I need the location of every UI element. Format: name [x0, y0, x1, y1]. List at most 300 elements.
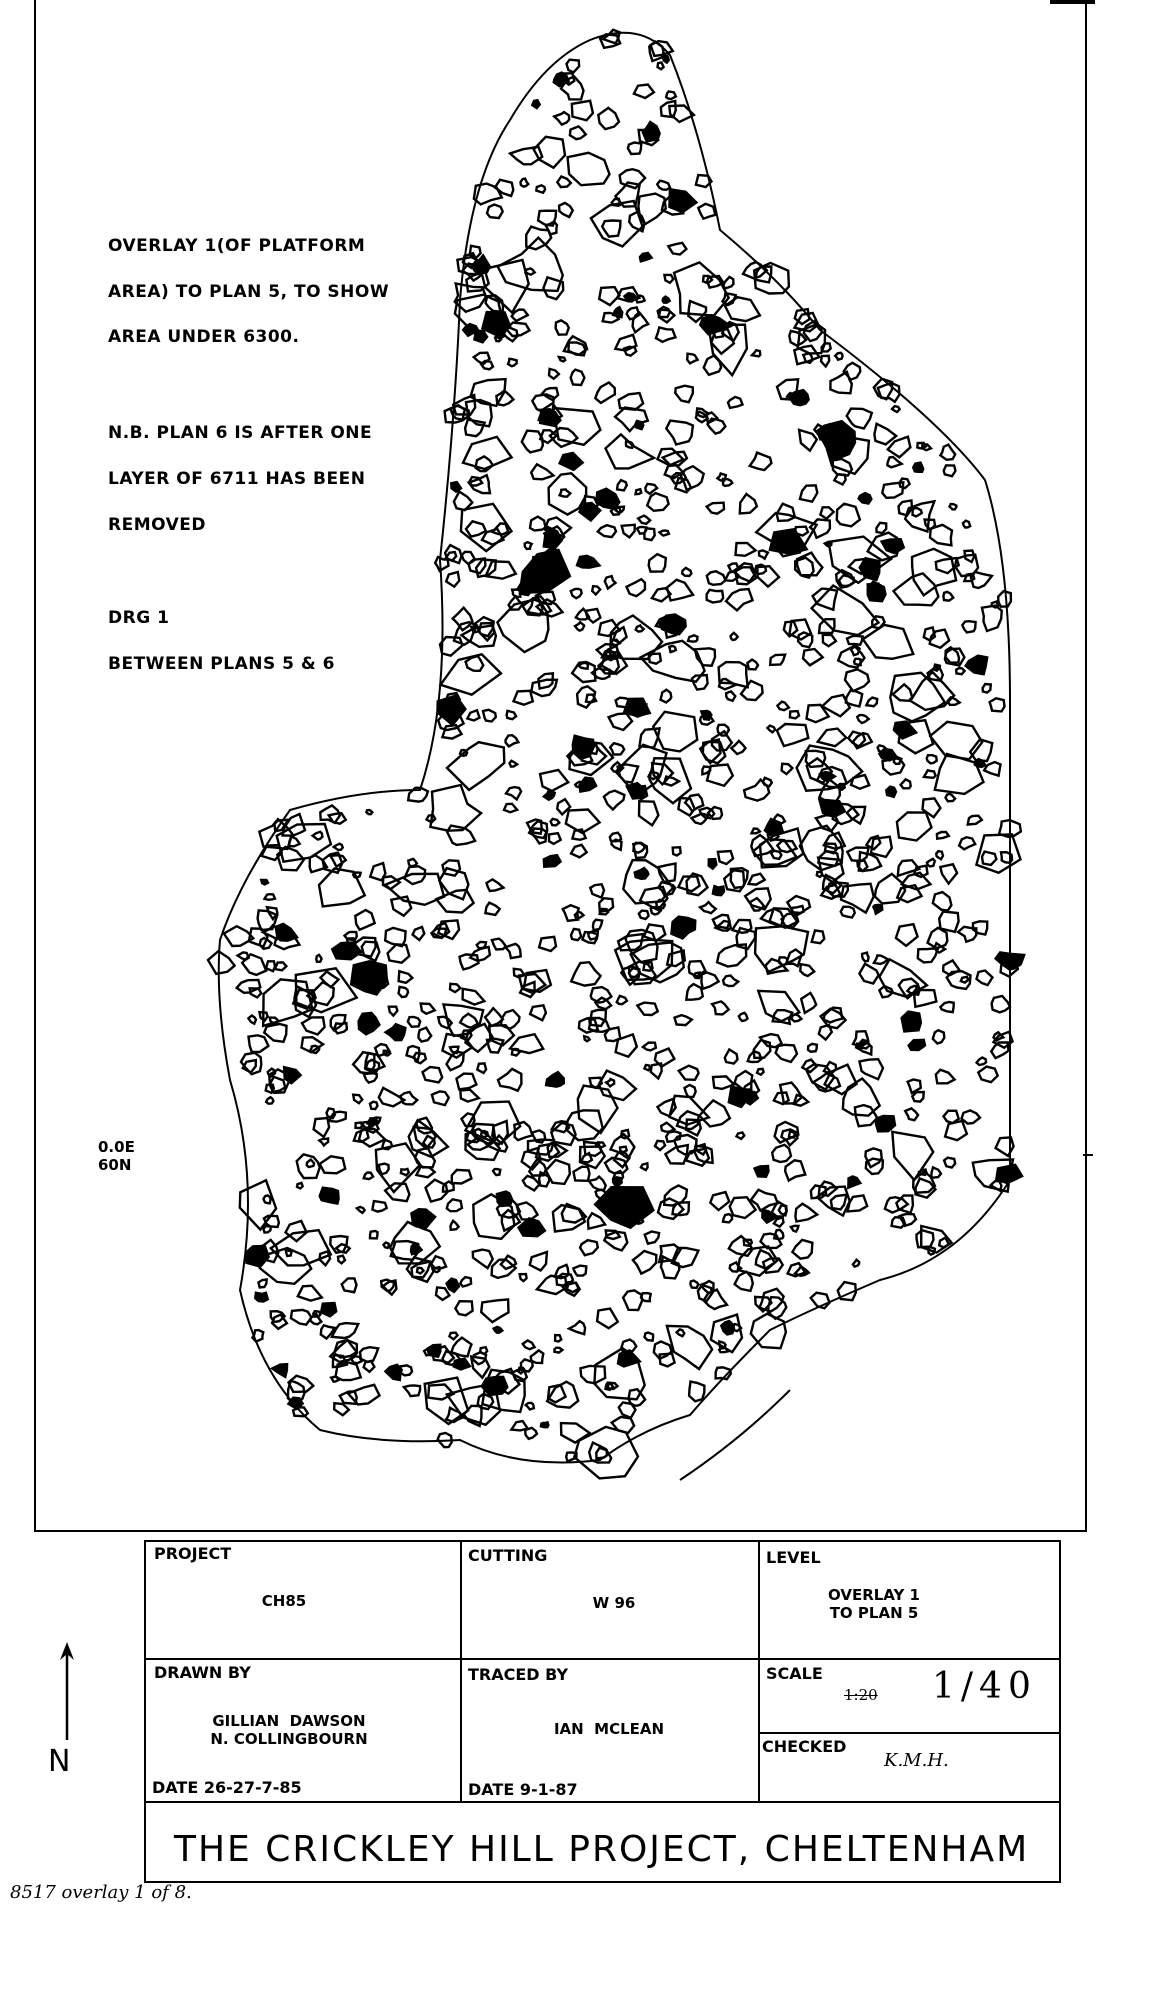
stone-outline	[645, 1232, 659, 1244]
stone-outline	[286, 1250, 292, 1256]
scale-label: SCALE	[766, 1664, 823, 1683]
stone-outline	[800, 485, 817, 501]
note-nb-line2: LAYER OF 6711 HAS BEEN	[108, 469, 366, 489]
stone-outline	[264, 1195, 271, 1203]
stone-outline	[933, 892, 952, 911]
stone-outline	[657, 181, 670, 190]
stone-outline	[610, 743, 624, 754]
stone-outline	[487, 879, 504, 891]
stone-outline	[581, 1366, 606, 1383]
stone-outline	[399, 987, 409, 997]
stone-outline	[950, 504, 957, 509]
stone-outline	[790, 711, 799, 718]
stone-outline	[574, 1167, 590, 1181]
stone-outline	[857, 715, 869, 723]
stone-outline	[316, 955, 321, 962]
stone-outline	[707, 590, 724, 603]
stone-outline	[834, 474, 845, 484]
stone-outline	[321, 972, 339, 988]
stone-outline	[586, 695, 596, 703]
stone-outline	[531, 1350, 544, 1363]
stone-outline	[655, 1141, 665, 1150]
cutting-label: CUTTING	[468, 1546, 548, 1565]
stone-outline	[817, 872, 822, 877]
stone-outline	[453, 608, 473, 631]
stone-outline	[460, 1090, 479, 1102]
stone-outline	[636, 489, 642, 494]
stone-outline	[639, 801, 658, 825]
stone-outline	[744, 780, 769, 801]
stone-outline	[931, 1167, 941, 1177]
stone-outline	[613, 1177, 622, 1185]
stone-outline	[668, 243, 686, 255]
stone-outline	[627, 579, 646, 596]
stone-outline	[521, 179, 529, 187]
stone-outline	[801, 993, 816, 1013]
stone-outline	[731, 741, 745, 754]
stone-outline	[843, 1079, 880, 1116]
stone-outline	[561, 1423, 590, 1443]
stone-outline	[525, 1428, 537, 1439]
stone-outline	[820, 772, 835, 781]
stone-outline	[998, 591, 1011, 607]
stone-outline	[580, 778, 597, 792]
stone-outline	[723, 976, 738, 987]
stone-outline	[669, 646, 676, 652]
stone-outline	[243, 1060, 256, 1072]
stone-outline	[575, 622, 584, 630]
stone-outline	[447, 1199, 462, 1211]
project-label: PROJECT	[154, 1544, 232, 1563]
stone-outline	[917, 1230, 934, 1247]
grid-coord-east: 0.0E	[98, 1138, 135, 1156]
stone-outline	[546, 222, 557, 235]
stone-outline	[635, 868, 649, 879]
stone-outline	[719, 1342, 725, 1349]
stone-outline	[874, 955, 888, 964]
stone-outline	[620, 169, 646, 188]
stone-outline	[791, 1014, 801, 1021]
stone-outline	[622, 525, 635, 538]
stone-outline	[519, 1218, 545, 1236]
note-nb-line1: N.B. PLAN 6 IS AFTER ONE	[108, 423, 373, 443]
checked-label: CHECKED	[762, 1737, 847, 1756]
stone-outline	[927, 859, 935, 867]
stone-outline	[577, 556, 599, 568]
stone-outline	[762, 1210, 776, 1223]
stone-outline	[682, 568, 691, 576]
stone-outline	[536, 185, 545, 192]
stone-outline	[692, 814, 709, 824]
stone-outline	[386, 1024, 406, 1040]
stone-outline	[755, 565, 766, 574]
stone-outline	[385, 928, 405, 946]
stone-outline	[749, 874, 765, 885]
stone-outline	[473, 1250, 493, 1269]
stone-outline	[525, 268, 534, 274]
stone-outline	[569, 1321, 585, 1334]
stone-outline	[776, 1045, 797, 1062]
stone-outline	[927, 755, 937, 763]
note-overlay-line2: AREA) TO PLAN 5, TO SHOW	[108, 282, 390, 302]
stone-outline	[757, 1069, 764, 1075]
stone-outline	[551, 819, 560, 826]
stone-outline	[530, 517, 546, 531]
stone-outline	[686, 984, 703, 1000]
stone-outline	[451, 1338, 471, 1357]
stone-outline	[878, 745, 886, 752]
stone-outline	[460, 954, 479, 969]
stone-outline	[645, 1333, 654, 1341]
stone-outline	[261, 880, 268, 884]
stone-outline	[978, 1067, 997, 1083]
stone-outline	[996, 952, 1025, 969]
stone-outline	[321, 1303, 336, 1316]
stone-outline	[839, 575, 854, 586]
stone-outline	[943, 592, 953, 601]
stone-outline	[573, 1266, 586, 1276]
stone-outline	[530, 1005, 546, 1020]
stone-outline	[977, 1058, 987, 1066]
stone-outline	[728, 397, 743, 408]
stone-outline	[808, 1044, 817, 1052]
stone-outline	[334, 1403, 349, 1415]
scale-value: 1/40	[932, 1666, 1037, 1707]
stone-outline	[863, 625, 913, 659]
stone-outline	[666, 91, 676, 99]
stone-outline	[474, 330, 487, 342]
stone-outline	[525, 542, 532, 549]
stone-outline	[820, 507, 833, 518]
stone-outline	[482, 312, 510, 337]
stone-outline	[598, 108, 619, 129]
stone-outline	[383, 1243, 388, 1249]
stone-outline	[841, 907, 855, 918]
stone-outline	[549, 369, 559, 379]
stone-outline	[663, 297, 670, 303]
stone-outline	[532, 100, 539, 108]
north-label: N	[48, 1744, 71, 1779]
stone-outline	[990, 698, 1005, 711]
stone-outline	[524, 970, 551, 992]
stone-outline	[430, 785, 481, 831]
stone-outline	[673, 847, 681, 855]
stone-outline	[637, 1003, 657, 1015]
stone-outline	[401, 1169, 409, 1176]
stone-outline	[571, 845, 587, 858]
stone-outline	[319, 869, 365, 907]
stone-outline	[539, 937, 556, 951]
drawn-by-value: GILLIAN DAWSON N. COLLINGBOURN	[210, 1712, 368, 1748]
scale-struck-value: 1:20	[844, 1686, 878, 1704]
stone-outline	[463, 989, 485, 1005]
stone-outline	[830, 372, 851, 394]
stone-outline	[896, 924, 918, 946]
stone-outline	[923, 798, 941, 817]
stone-outline	[364, 1073, 377, 1082]
checked-value: K.M.H.	[884, 1750, 949, 1771]
stone-outline	[457, 1074, 477, 1090]
stone-outline	[385, 1365, 401, 1380]
stone-outline	[421, 1004, 435, 1014]
stone-outline	[534, 137, 565, 168]
stone-outline	[330, 1112, 346, 1122]
stone-outline	[538, 211, 556, 226]
stone-outline	[760, 1034, 782, 1047]
cutting-value: W 96	[592, 1594, 636, 1612]
stone-outline	[892, 406, 900, 412]
stone-outline	[510, 761, 518, 767]
stone-outline	[841, 884, 874, 913]
stone-outline	[700, 902, 716, 913]
stone-outline	[313, 832, 323, 840]
stone-outline	[643, 122, 660, 141]
stone-outline	[674, 262, 729, 315]
stone-outline	[962, 621, 975, 632]
stone-outline	[449, 1333, 457, 1340]
stone-outline	[823, 635, 836, 646]
stone-outline	[408, 1017, 420, 1027]
stone-outline	[419, 1028, 432, 1042]
stone-outline	[795, 1266, 809, 1275]
stone-outline	[876, 523, 886, 533]
stone-outline	[707, 571, 726, 585]
stone-outline	[544, 855, 561, 867]
grid-coord-north: 60N	[98, 1156, 132, 1174]
stone-outline	[599, 287, 619, 305]
stone-outline	[554, 1348, 562, 1353]
stone-outline	[557, 177, 571, 188]
stone-outline	[669, 189, 696, 212]
stone-outline	[685, 1085, 696, 1097]
stone-outline	[905, 1108, 918, 1120]
stone-outline	[360, 1347, 378, 1362]
stone-outline	[848, 1195, 868, 1211]
stone-outline	[675, 1015, 692, 1025]
stone-outline	[643, 1043, 656, 1051]
level-label: LEVEL	[766, 1548, 821, 1567]
stone-outline	[589, 1177, 606, 1191]
stone-outline	[342, 1278, 357, 1292]
stone-outline	[588, 1213, 605, 1229]
stone-outline	[477, 942, 486, 948]
stone-outline	[757, 566, 779, 586]
stone-outline	[266, 1097, 273, 1104]
stone-outline	[494, 1327, 503, 1333]
stone-outline	[671, 917, 695, 939]
stone-outline	[771, 851, 781, 859]
stone-outline	[507, 711, 516, 719]
stone-outline	[944, 465, 956, 476]
stone-outline	[666, 421, 693, 445]
stone-outline	[432, 1091, 449, 1105]
stone-outline	[208, 951, 235, 974]
stone-outline	[723, 1214, 732, 1222]
stone-outline	[520, 1274, 527, 1281]
stone-outline	[571, 370, 585, 385]
stone-outline	[847, 636, 863, 645]
stone-outline	[854, 659, 861, 665]
stone-outline	[710, 1192, 729, 1210]
stone-outline	[388, 944, 410, 962]
stone-outline	[331, 1377, 338, 1382]
project-value: CH85	[261, 1592, 307, 1610]
stone-outline	[619, 393, 643, 410]
stone-outline	[905, 501, 934, 531]
stone-outline	[492, 939, 506, 950]
stone-outline	[523, 1176, 540, 1191]
drawn-date: DATE 26-27-7-85	[152, 1778, 302, 1797]
stone-outline	[389, 1007, 398, 1016]
stone-outline	[779, 1205, 787, 1215]
stone-outline	[613, 307, 622, 317]
stone-outline	[741, 681, 763, 700]
stone-outline	[319, 1139, 328, 1146]
stone-outline	[617, 480, 627, 490]
stone-outline	[336, 1244, 350, 1253]
stone-outline	[413, 927, 425, 940]
stone-outline	[709, 859, 717, 869]
stone-outline	[560, 453, 583, 470]
stone-outline	[477, 1063, 486, 1073]
stone-outline	[359, 1013, 380, 1034]
stone-outline	[894, 757, 902, 764]
stone-outline	[416, 1167, 434, 1178]
stone-outline	[933, 1030, 945, 1043]
stone-outline	[249, 1035, 269, 1052]
stone-outline	[658, 63, 664, 70]
stone-outline	[755, 1166, 769, 1177]
stone-outline	[332, 943, 361, 960]
stone-outline	[770, 655, 785, 665]
stone-outline	[634, 85, 654, 99]
stone-outline	[619, 1402, 636, 1418]
stone-outline	[654, 1342, 672, 1359]
stone-outline	[620, 1147, 627, 1152]
stone-outline	[540, 770, 568, 791]
stone-outline	[817, 421, 855, 460]
stone-outline	[736, 543, 756, 556]
stone-outline	[874, 379, 892, 399]
stone-outline	[248, 1016, 256, 1024]
stone-outline	[455, 1301, 472, 1315]
stone-outline	[862, 953, 869, 962]
stone-outline	[752, 829, 760, 834]
stone-outline	[452, 1170, 472, 1184]
stone-outline	[902, 1012, 921, 1032]
stone-outline	[591, 201, 643, 246]
stone-outline	[602, 221, 620, 237]
stone-outline	[787, 896, 810, 913]
stone-outline	[264, 1024, 286, 1042]
stone-outline	[859, 964, 878, 984]
stone-outline	[688, 635, 697, 641]
stone-outline	[853, 1260, 859, 1267]
stone-outline	[399, 971, 413, 983]
stone-outline	[649, 654, 661, 664]
stone-outline	[835, 353, 842, 360]
stone-outline	[819, 619, 835, 633]
stone-outline	[859, 493, 872, 503]
stone-outline	[687, 354, 698, 364]
stone-outline	[508, 359, 517, 366]
stone-outline	[930, 722, 982, 760]
stone-outline	[553, 1205, 585, 1231]
stone-outline	[707, 503, 724, 514]
stone-outline	[747, 660, 758, 670]
stone-outline	[811, 1293, 830, 1309]
stone-outline	[982, 852, 996, 865]
stone-outline	[644, 1065, 650, 1070]
stone-outline	[289, 1376, 314, 1392]
stone-outline	[939, 1238, 949, 1248]
stone-outline	[963, 521, 970, 528]
stone-outline	[944, 1158, 955, 1168]
stone-outline	[447, 826, 475, 845]
stone-outline	[556, 320, 569, 334]
stone-outline	[977, 971, 993, 986]
stone-outline	[945, 1121, 967, 1140]
stone-outline	[641, 1163, 648, 1170]
stone-outline	[320, 1188, 339, 1204]
stone-outline	[961, 977, 968, 983]
stone-outline	[549, 833, 561, 844]
stone-outline	[940, 864, 957, 883]
stone-outline	[886, 787, 896, 797]
stone-outline	[860, 1059, 884, 1079]
stone-outline	[913, 508, 922, 516]
stone-outline	[795, 1204, 817, 1222]
stone-outline	[514, 969, 525, 977]
stone-outline	[761, 1234, 782, 1249]
stone-outline	[334, 844, 343, 850]
stone-outline	[617, 996, 627, 1004]
stone-outline	[878, 383, 900, 402]
stone-outline	[640, 253, 652, 262]
stone-outline	[570, 126, 586, 139]
stone-outline	[847, 409, 872, 429]
stone-outline	[635, 421, 643, 429]
stone-outline	[554, 112, 569, 125]
stone-outline	[939, 912, 958, 932]
stone-outline	[792, 1240, 812, 1259]
stone-outline	[481, 361, 493, 369]
stone-outline	[638, 516, 650, 524]
stone-outline	[514, 691, 533, 705]
note-drg-number: DRG 1	[108, 608, 170, 628]
stone-outline	[372, 1201, 386, 1212]
stone-outline	[968, 816, 982, 825]
stone-outline	[636, 625, 644, 631]
note-overlay-line1: OVERLAY 1(OF PLATFORM	[108, 236, 366, 256]
stone-outline	[759, 550, 768, 558]
stone-outline	[404, 1385, 420, 1396]
stone-outline	[846, 691, 862, 707]
stone-outline	[803, 649, 823, 665]
stone-outline	[571, 589, 582, 598]
stone-outline	[797, 553, 822, 576]
stone-outline	[291, 1310, 312, 1325]
stone-outline	[623, 1290, 642, 1310]
stone-outline	[821, 356, 829, 367]
stone-outline	[237, 980, 261, 993]
traced-by-label: TRACED BY	[468, 1665, 569, 1684]
stone-outline	[868, 582, 886, 602]
level-value: OVERLAY 1 TO PLAN 5	[827, 1586, 920, 1622]
stone-outline	[713, 886, 724, 895]
stone-outline	[626, 441, 633, 448]
project-title: THE CRICKLEY HILL PROJECT, CHELTENHAM	[174, 1829, 1030, 1870]
